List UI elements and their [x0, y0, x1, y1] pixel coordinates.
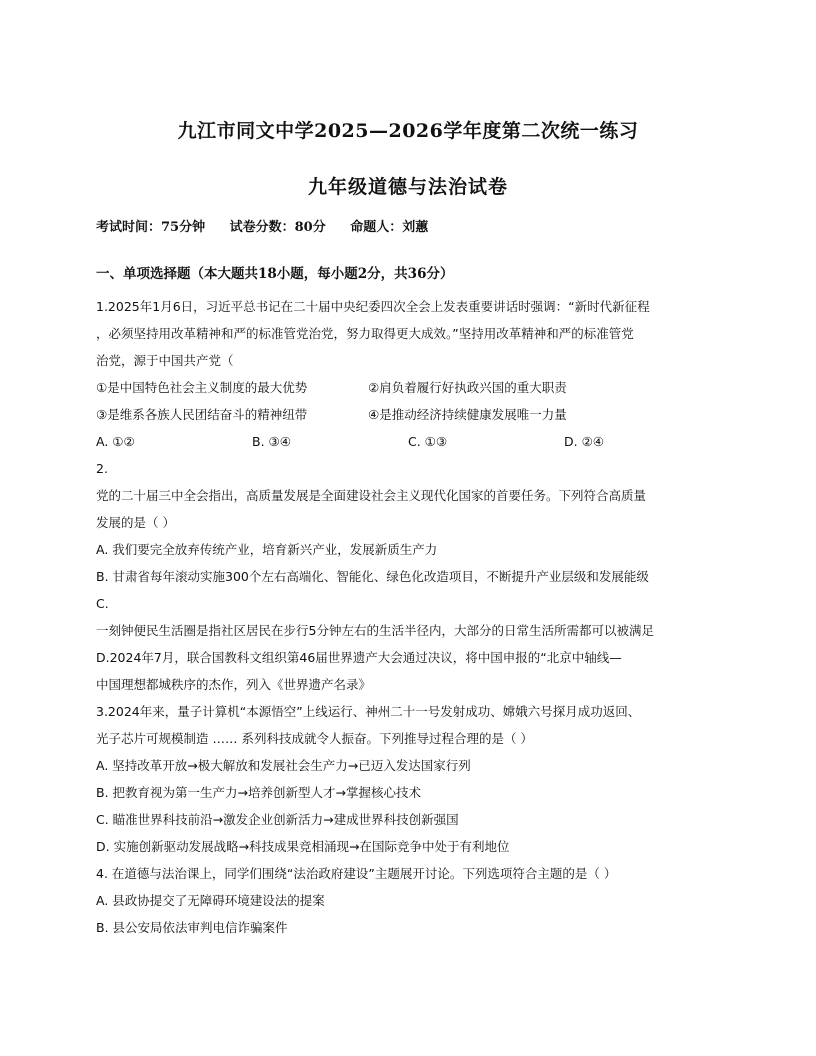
q3-option-c: C. 瞄准世界科技前沿→激发企业创新活力→建成世界科技创新强国 [96, 812, 459, 827]
q1-statements-row1 [96, 374, 722, 401]
q2-number: 2. [96, 461, 108, 476]
q1-statement-3: ③是维系各族人民团结奋斗的精神纽带 [96, 407, 308, 422]
q1-statements-row2 [96, 401, 722, 428]
question-list [96, 293, 722, 941]
q2-option-d-line2: 中国理想都城秩序的杰作，列入《世界遗产名录》 [96, 677, 372, 692]
q4-option-a: A. 县政协提交了无障碍环境建设法的提案 [96, 893, 325, 908]
q2-option-c-label: C. [96, 596, 109, 611]
q1-option-c: C. ①③ [408, 434, 448, 449]
q3-option-b: B. 把教育视为第一生产力→培养创新型人才→掌握核心技术 [96, 785, 421, 800]
q2-option-b: B. 甘肃省每年滚动实施300个左右高端化、智能化、绿色化改造项目，不断提升产业层级和发展能级 [96, 569, 649, 584]
exam-author: 命题人：刘蕙 [350, 220, 429, 235]
section-heading: 一、单项选择题（本大题共18小题，每小题2分，共36分） [96, 266, 454, 282]
exam-time: 考试时间：75分钟 [96, 220, 206, 235]
exam-subtitle: 九年级道德与法治试卷 [307, 176, 508, 198]
q3-stem-line2: 光子芯片可规模制造 …… 系列科技成就令人振奋。下列推导过程合理的是（ ） [96, 731, 533, 746]
exam-title: 九江市同文中学2025—2026学年度第二次统一练习 [177, 120, 639, 142]
q1-statement-2: ②肩负着履行好执政兴国的重大职责 [368, 380, 567, 395]
q1-option-b: B. ③④ [252, 434, 291, 449]
exam-score: 试卷分数：80分 [229, 220, 326, 235]
q1-statement-1: ①是中国特色社会主义制度的最大优势 [96, 380, 308, 395]
q1-stem-line1: 1.2025年1月6日，习近平总书记在二十届中央纪委四次全会上发表重要讲话时强调：“新时代新征程 [96, 299, 650, 314]
q4-stem-line1: 4. 在道德与法治课上，同学们围绕“法治政府建设”主题展开讨论。下列选项符合主题的是（ ） [96, 866, 617, 881]
q1-options [96, 428, 722, 455]
q1-option-d: D. ②④ [564, 434, 604, 449]
q2-option-d-line1: D.2024年7月，联合国教科文组织第46届世界遗产大会通过决议，将中国申报的“北京中轴线— [96, 650, 622, 665]
q1-stem-line2: ，必须坚持用改革精神和严的标准管党治党，努力取得更大成效。”坚持用改革精神和严的标准管党 [96, 326, 634, 341]
q2-option-c: 一刻钟便民生活圈是指社区居民在步行5分钟左右的生活半径内，大部分的日常生活所需都可以被满足 [96, 623, 654, 638]
q2-stem-line2: 发展的是（ ） [96, 515, 175, 530]
q1-stem-line3: 治党，源于中国共产党（ [96, 353, 234, 368]
q4-option-b: B. 县公安局依法审判电信诈骗案件 [96, 920, 288, 935]
q2-option-a: A. 我们要完全放弃传统产业，培育新兴产业，发展新质生产力 [96, 542, 438, 557]
q3-option-a: A. 坚持改革开放→极大解放和发展社会生产力→已迈入发达国家行列 [96, 758, 471, 773]
exam-info [96, 216, 448, 235]
q3-option-d: D. 实施创新驱动发展战略→科技成果竞相涌现→在国际竞争中处于有利地位 [96, 839, 510, 854]
q2-stem-line1: 党的二十届三中全会指出，高质量发展是全面建设社会主义现代化国家的首要任务。下列符合高质量 [96, 488, 647, 503]
q1-statement-4: ④是推动经济持续健康发展唯一力量 [368, 407, 567, 422]
q1-option-a: A. ①② [96, 434, 135, 449]
q3-stem-line1: 3.2024年来，量子计算机“本源悟空”上线运行、神州二十一号发射成功、嫦娥六号探月成功返回、 [96, 704, 641, 719]
